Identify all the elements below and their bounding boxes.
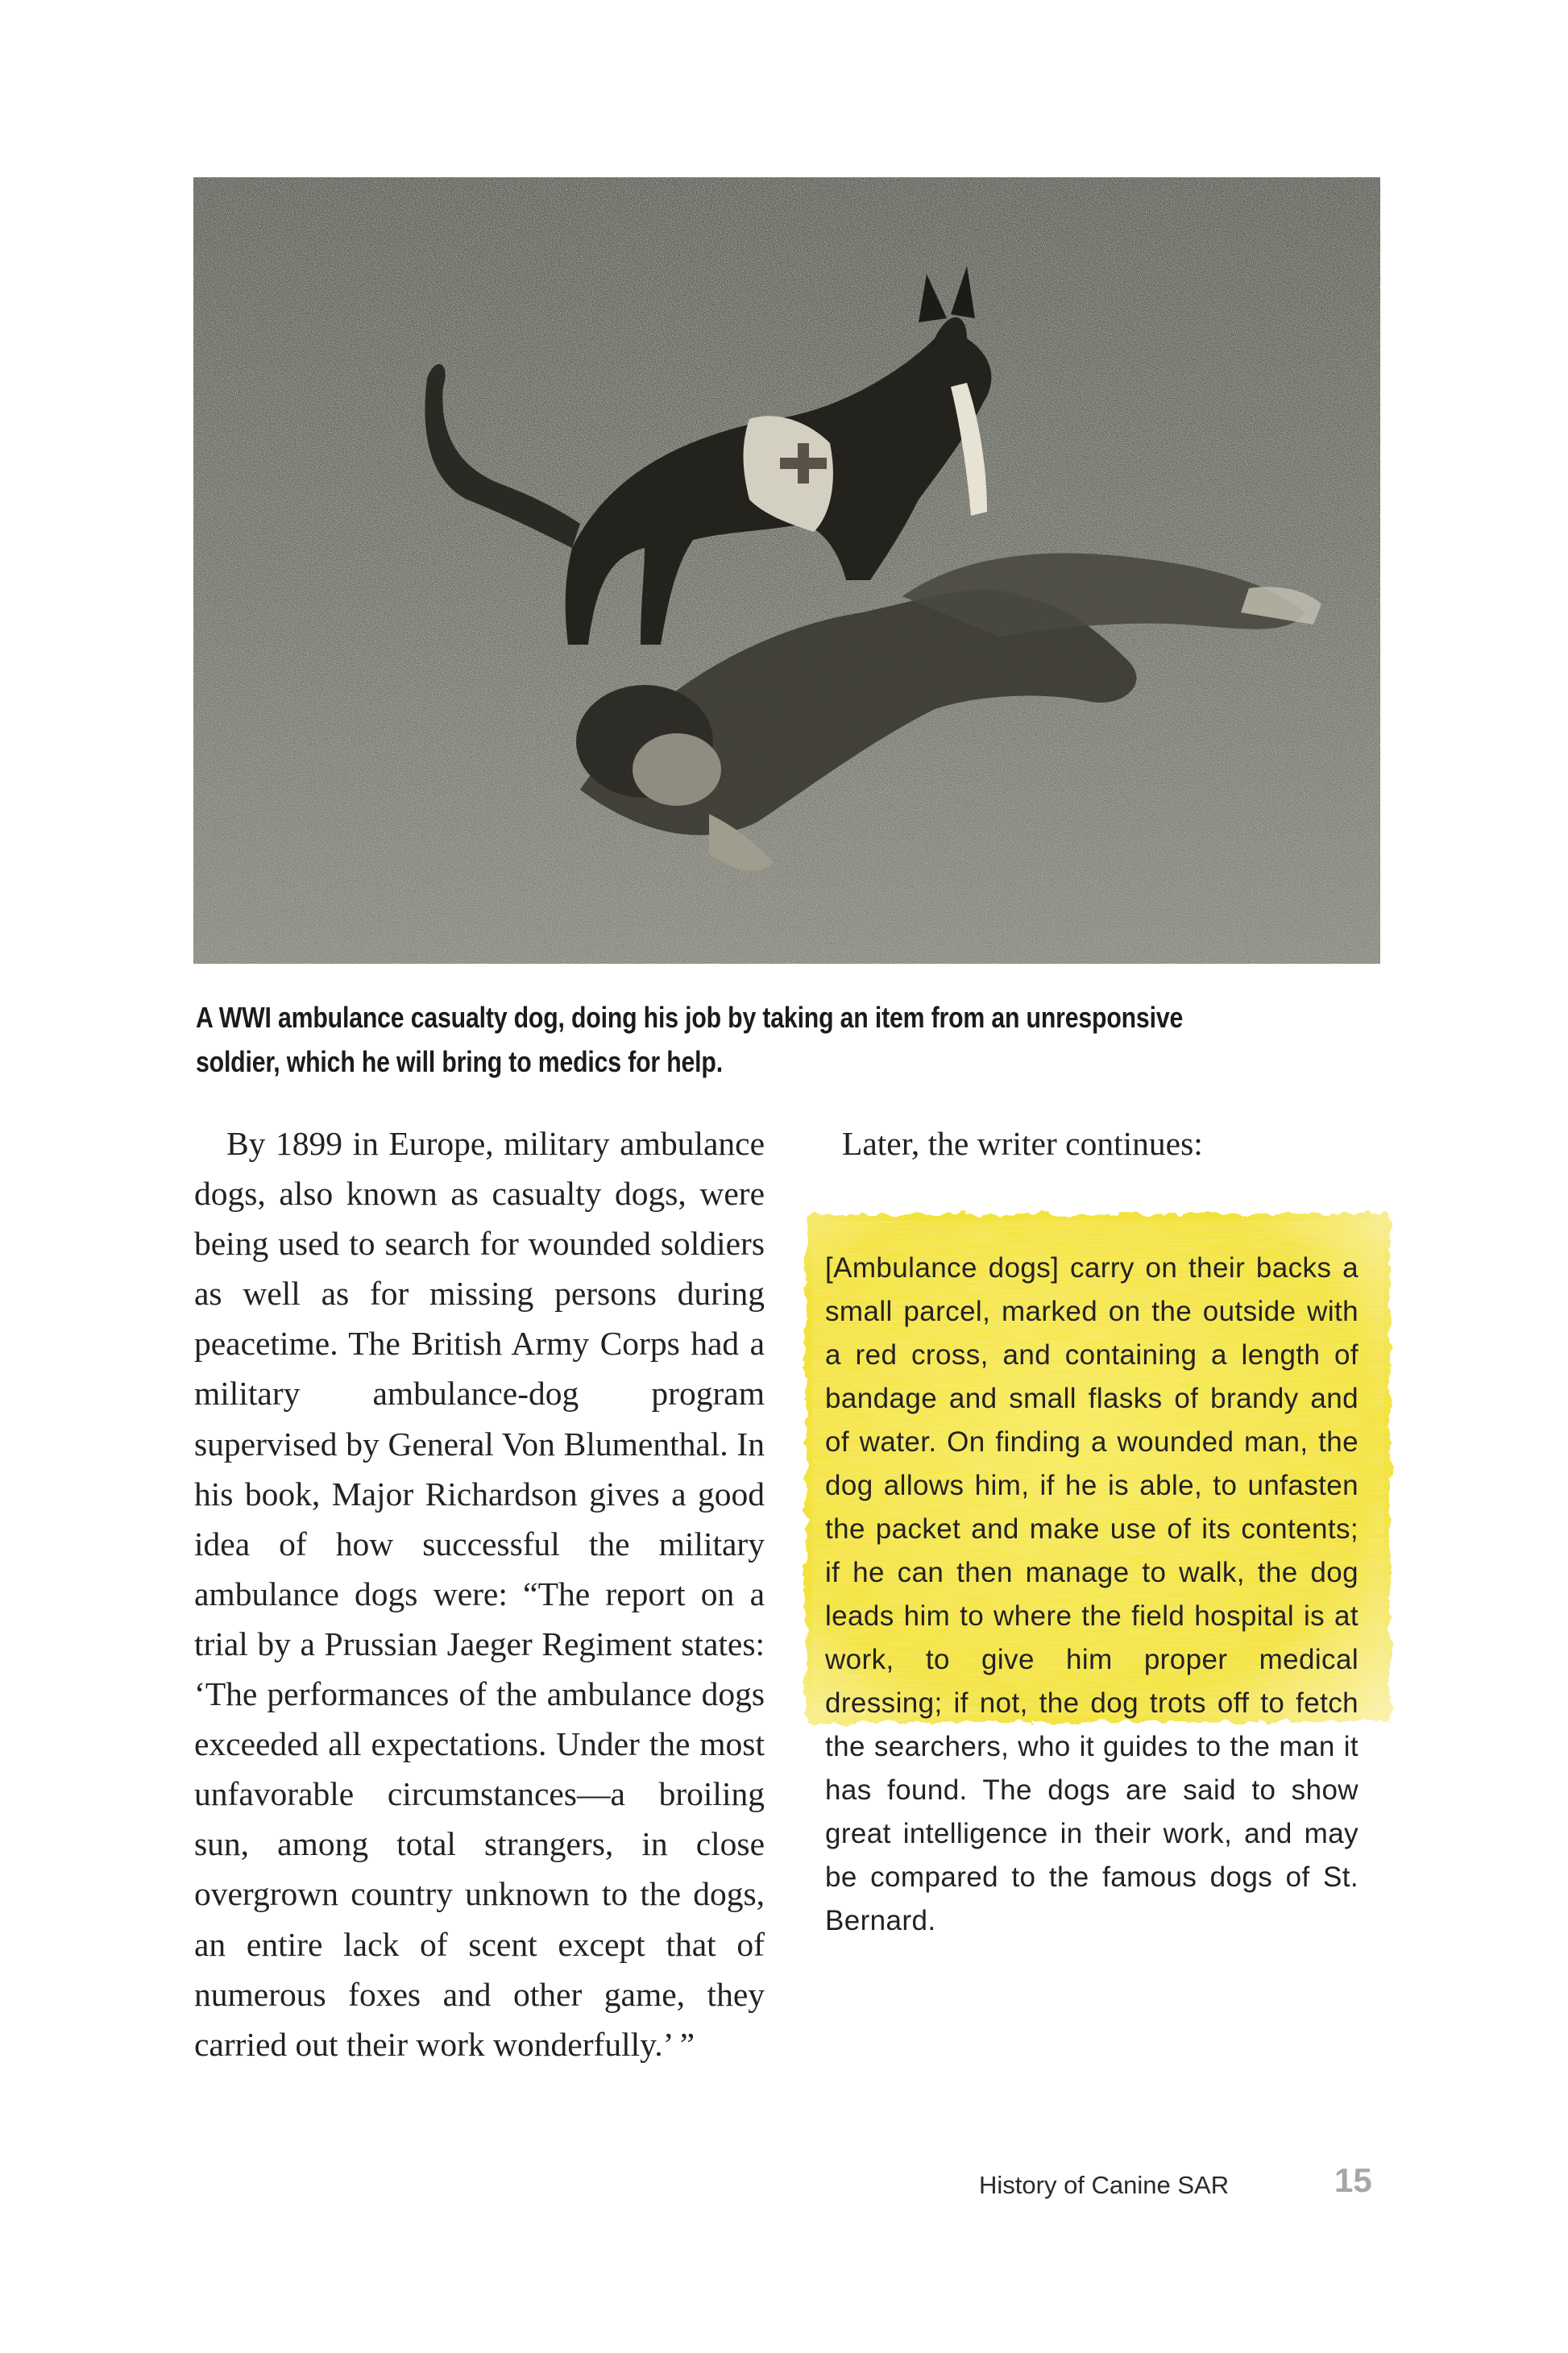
quote-text: [Ambulance dogs] carry on their backs a small parcel, marked on the outside with a red cross, and containing a length of bandage and small flasks of brandy and of water. On finding a wounded man, the dog allows him, if he is able, to unfasten the packet and make use of its contents; if he can then manage to walk, the dog leads him to where the field hospital is at work, to give him proper medical dressing; if not, the dog trots off to fetch the searchers, who it guides to the man it has found. The dogs are said to show great intelligence in their work, and may be compared to the famous dogs of St. Bernard. <box>825 1252 1359 1936</box>
photo-caption <box>196 995 1197 1084</box>
body-column <box>194 1118 765 2069</box>
running-footer-title: History of Canine SAR <box>979 2171 1230 2199</box>
caption-line-2: soldier, which he will bring to medics for help. <box>196 1045 723 1078</box>
caption-line-1: A WWI ambulance casualty dog, doing his job by taking an item from an unresponsive <box>196 1001 1184 1034</box>
ambulance-dog-photo <box>193 177 1380 964</box>
body-paragraph: By 1899 in Europe, military ambulance dogs, also known as casualty dogs, were being used to search for wounded soldiers as well as for missing persons during peacetime. The British Army Corps had a military ambulance-dog program supervised by General Von Blumenthal. In his book, Major Richardson gives a good idea of how successful the military ambulance dogs were: “The report on a trial by a Prussian Jaeger Regiment states: ‘The performances of the ambulance dogs exceeded all expectations. Under the most unfavorable circumstances—a broiling sun, among total strangers, in close overgrown country unknown to the dogs, an entire lack of scent except that of numerous foxes and other game, they carried out their work wonderfully.’ ” <box>194 1125 765 2063</box>
right-column-intro: Later, the writer continues: <box>842 1125 1203 1162</box>
highlighted-quote-box <box>798 1206 1398 1936</box>
page-number: 15 <box>1334 2161 1372 2199</box>
